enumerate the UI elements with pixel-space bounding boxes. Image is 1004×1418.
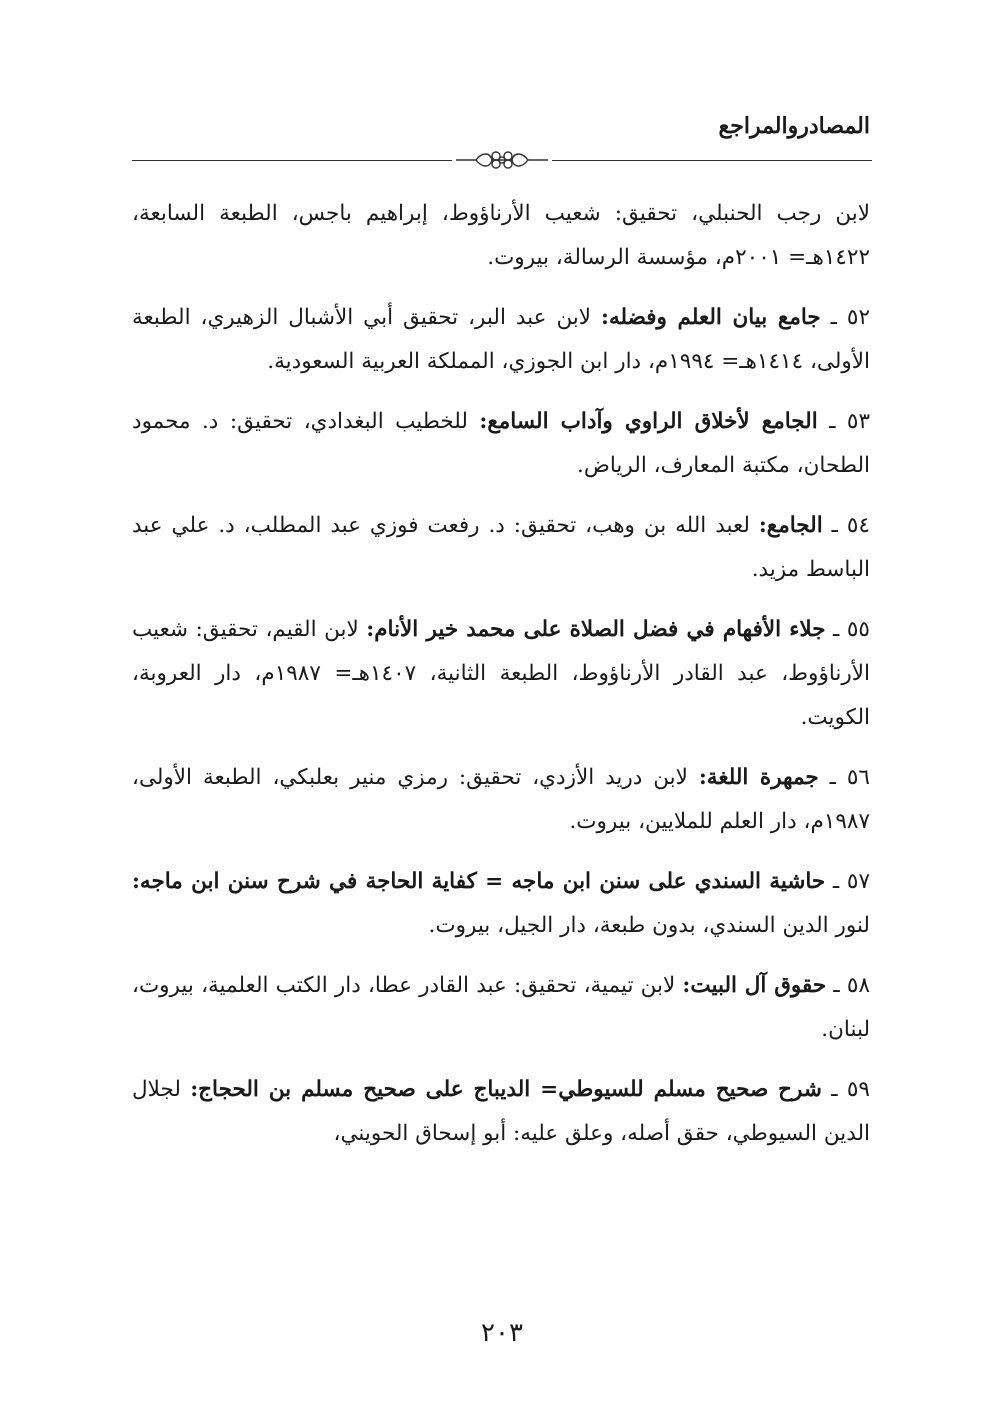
entry-number: ٥٧ ـ [832, 869, 870, 894]
entry-text: للخطيب البغدادي، تحقيق: د. محمود الطحان، مكتبة المعارف، الرياض. [132, 409, 870, 478]
bibliography-list [132, 192, 870, 1172]
bibliography-entry [132, 860, 870, 948]
entry-title: حاشية السندي على سنن ابن ماجه = كفاية الحاجة في شرح سنن ابن ماجه: [132, 869, 826, 894]
entry-text: لابن عبد البر، تحقيق أبي الأشبال الزهيري، الطبعة الأولى، ١٤١٤هـ= ١٩٩٤م، دار ابن الجوزي، المملكة العربية السعودية. [132, 305, 870, 374]
bibliography-entry [132, 1068, 870, 1156]
bibliography-entry [132, 296, 870, 384]
entry-text: لجلال الدين السيوطي، حقق أصله، وعلق عليه: أبو إسحاق الحويني، [132, 1077, 870, 1146]
entry-title: جمهرة اللغة: [698, 765, 819, 790]
entry-title: الجامع لأخلاق الراوي وآداب السامع: [479, 409, 818, 434]
entry-number: ٥٢ ـ [830, 305, 871, 330]
bibliography-entry [132, 504, 870, 592]
entry-title: شرح صحيح مسلم للسيوطي= الديباج على صحيح مسلم بن الحجاج: [190, 1077, 822, 1102]
entry-title: حقوق آل البيت: [682, 973, 827, 998]
entry-number: ٥٩ ـ [831, 1077, 870, 1102]
entry-number: ٥٣ ـ [829, 409, 871, 434]
entry-title: جامع بيان العلم وفضله: [601, 305, 821, 330]
entry-text: لابن القيم، تحقيق: شعيب الأرناؤوط، عبد القادر الأرناؤوط، الطبعة الثانية، ١٤٠٧هـ= ١٩٨٧م، دار العروبة، الكويت. [132, 617, 870, 730]
entry-number: ٥٦ ـ [829, 765, 870, 790]
bibliography-entry [132, 400, 870, 488]
bibliography-entry [132, 964, 870, 1052]
entry-text: لابن دريد الأزدي، تحقيق: رمزي منير بعلبكي، الطبعة الأولى، ١٩٨٧م، دار العلم للملايين، بيروت. [132, 765, 870, 834]
bibliography-entry-continuation [132, 192, 870, 280]
bibliography-entry [132, 756, 870, 844]
running-header-title: المصادروالمراجع [718, 113, 870, 139]
page-number: ٢٠٣ [481, 1318, 523, 1348]
entry-text: لنور الدين السندي، بدون طبعة، دار الجيل، بيروت. [428, 913, 870, 938]
entry-title: جلاء الأفهام في فضل الصلاة على محمد خير الأنام: [366, 617, 826, 642]
entry-text: لابن تيمية، تحقيق: عبد القادر عطا، دار الكتب العلمية، بيروت، لبنان. [132, 973, 870, 1042]
entry-text: لابن رجب الحنبلي، تحقيق: شعيب الأرناؤوط، إبراهيم باجس، الطبعة السابعة، ١٤٢٢هـ= ٢٠٠١م، مؤسسة الرسالة، بيروت. [132, 201, 870, 270]
ornament-icon [452, 146, 552, 174]
entry-text: لعبد الله بن وهب، تحقيق: د. رفعت فوزي عبد المطلب، د. علي عبد الباسط مزيد. [132, 513, 870, 582]
entry-number: ٥٤ ـ [831, 513, 870, 538]
entry-number: ٥٨ ـ [833, 973, 870, 998]
bibliography-entry [132, 608, 870, 740]
entry-title: الجامع: [758, 513, 823, 538]
entry-number: ٥٥ ـ [833, 617, 870, 642]
